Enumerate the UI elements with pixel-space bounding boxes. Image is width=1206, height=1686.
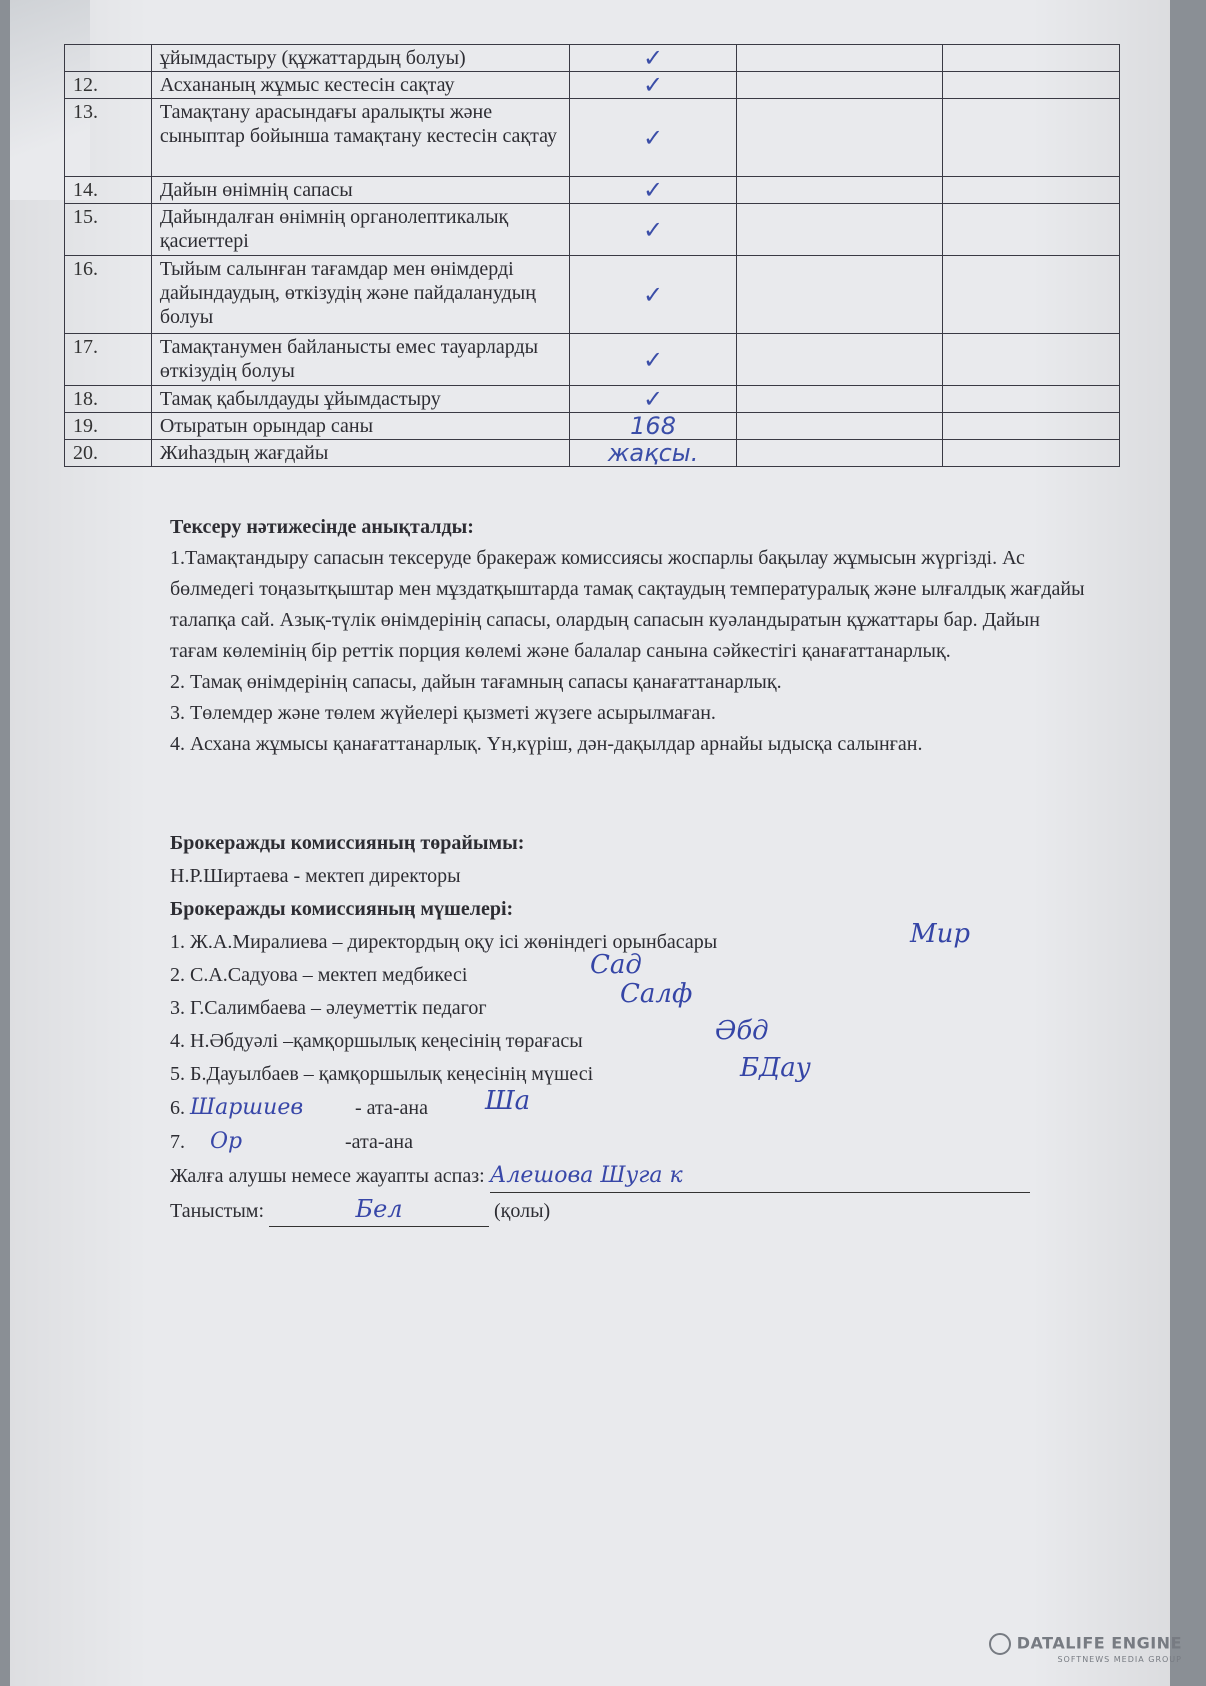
finding-item: 2. Тамақ өнімдерінің сапасы, дайын тағамның сапасы қанағаттанарлық.	[170, 671, 782, 693]
criterion-text: Отыратын орындар саны	[151, 413, 569, 440]
parent-line	[170, 1125, 1130, 1159]
check-mark: ✓	[570, 72, 737, 99]
cook-label: Жалға алушы немесе жауапты аспаз:	[170, 1165, 485, 1187]
check-mark: ✓	[570, 334, 737, 386]
cook-line	[170, 1159, 1130, 1193]
member-text: 2. С.А.Садуова – мектеп медбикесі	[170, 964, 468, 986]
row-number: 12.	[65, 72, 152, 99]
criterion-text: Тамақ қабылдауды ұйымдастыру	[151, 386, 569, 413]
datalife-logo-icon	[989, 1633, 1011, 1655]
commission-section	[170, 827, 1130, 1228]
acknowledgement-line	[170, 1193, 1130, 1228]
criterion-text: Асхананың жұмыс кестесін сақтау	[151, 72, 569, 99]
row-number: 14.	[65, 177, 152, 204]
parent-role: -ата-ана	[345, 1131, 413, 1153]
handwritten-parent-name: Шаршиев	[190, 1095, 304, 1120]
empty-cell	[736, 440, 942, 467]
finding-item: 1.Тамақтандыру сапасын тексеруде бракераж комиссиясы жоспарлы бақылау жұмысын жүргізді. Ас бөлмедегі тоңазытқыштар мен мұздатқыштарда тамақ сақтаудың температуралық және ылғалдық жағдайы талапқа сай. Азық-түлік өнімдерінің сапасы, олардың сапасын куәландыратын құжаттары бар. Дайын тағам көлемінің бір реттік порция көлемі және балалар санына сәйкестігі қанағаттанарлық.	[170, 547, 1085, 662]
table-row	[65, 386, 1120, 413]
member-text: 3. Г.Салимбаева – әлеуметтік педагог	[170, 997, 487, 1019]
check-mark: ✓	[570, 177, 737, 204]
empty-cell	[943, 177, 1120, 204]
table-row	[65, 204, 1120, 256]
member-text: 5. Б.Дауылбаев – қамқоршылық кеңесінің мүшесі	[170, 1063, 594, 1085]
finding-item: 4. Асхана жұмысы қанағаттанарлық. Үн,күріш, дән-дақылдар арнайы ыдысқа салынған.	[170, 733, 923, 755]
chair-name: Н.Р.Ширтаева - мектеп директоры	[170, 865, 461, 887]
handwritten-condition: жақсы.	[570, 440, 737, 467]
check-mark: ✓	[570, 204, 737, 256]
empty-cell	[736, 256, 942, 334]
signature-image: Ша	[485, 1086, 531, 1116]
table-row	[65, 177, 1120, 204]
empty-cell	[943, 334, 1120, 386]
table-row	[65, 72, 1120, 99]
check-mark: ✓	[570, 386, 737, 413]
findings-heading: Тексеру нәтижесінде анықталды:	[170, 516, 474, 538]
signature-image: Әбд	[715, 1016, 769, 1046]
member-line	[170, 919, 1130, 959]
member-line	[170, 1053, 1130, 1091]
empty-cell	[736, 45, 942, 72]
row-number: 19.	[65, 413, 152, 440]
inspection-checklist-table	[64, 44, 1120, 467]
table-row	[65, 440, 1120, 467]
table-row	[65, 45, 1120, 72]
row-number: 17.	[65, 334, 152, 386]
ack-label: Таныстым:	[170, 1200, 265, 1222]
parent-role: - ата-ана	[355, 1097, 428, 1119]
row-number: 18.	[65, 386, 152, 413]
empty-cell	[943, 386, 1120, 413]
row-number: 20.	[65, 440, 152, 467]
criterion-text: Дайын өнімнің сапасы	[151, 177, 569, 204]
ack-suffix: (қолы)	[494, 1200, 551, 1222]
table-row	[65, 334, 1120, 386]
empty-cell	[943, 72, 1120, 99]
criterion-text: Тамақтану арасындағы аралықты және сыныптар бойынша тамақтану кестесін сақтау	[151, 99, 569, 177]
criterion-text: ұйымдастыру (құжаттардың болуы)	[151, 45, 569, 72]
check-mark: ✓	[570, 99, 737, 177]
criterion-text: Жиһаздың жағдайы	[151, 440, 569, 467]
parent-number: 7.	[170, 1131, 185, 1153]
member-text: 4. Н.Әбдуәлі –қамқоршылық кеңесінің төрағасы	[170, 1030, 583, 1052]
member-text: 1. Ж.А.Миралиева – директордың оқу ісі жөніндегі орынбасары	[170, 931, 718, 953]
empty-cell	[736, 99, 942, 177]
handwritten-seat-count: 168	[570, 413, 737, 440]
row-number	[65, 45, 152, 72]
table-row	[65, 256, 1120, 334]
row-number: 13.	[65, 99, 152, 177]
table-row	[65, 413, 1120, 440]
parent-number: 6.	[170, 1097, 185, 1119]
signature-image: Салф	[620, 979, 693, 1009]
empty-cell	[943, 45, 1120, 72]
empty-cell	[943, 256, 1120, 334]
row-number: 16.	[65, 256, 152, 334]
empty-cell	[736, 72, 942, 99]
member-line	[170, 979, 1130, 1025]
empty-cell	[736, 413, 942, 440]
empty-cell	[736, 204, 942, 256]
table-row	[65, 99, 1120, 177]
criterion-text: Тыйым салынған тағамдар мен өнімдерді дайындаудың, өткізудің және пайдаланудың болуы	[151, 256, 569, 334]
signature-image: Мир	[910, 919, 971, 949]
handwritten-cook-name: Алешова Шуга к	[490, 1159, 1030, 1193]
empty-cell	[943, 440, 1120, 467]
empty-cell	[943, 413, 1120, 440]
signature-image: Ор	[210, 1129, 243, 1154]
empty-cell	[736, 177, 942, 204]
member-line	[170, 1016, 1130, 1058]
empty-cell	[943, 99, 1120, 177]
check-mark: ✓	[570, 256, 737, 334]
watermark-name: DATALIFE ENGINE	[1016, 1633, 1182, 1653]
members-heading: Брокеражды комиссияның мүшелері:	[170, 898, 514, 920]
check-mark: ✓	[570, 45, 737, 72]
findings-section	[170, 512, 1090, 760]
signature-image: Сад	[590, 950, 642, 980]
signature-image: БДау	[740, 1053, 811, 1083]
site-watermark	[989, 1633, 1182, 1664]
parent-line	[170, 1086, 1130, 1125]
row-number: 15.	[65, 204, 152, 256]
watermark-sub: SOFTNEWS MEDIA GROUP	[1057, 1655, 1182, 1664]
criterion-text: Дайындалған өнімнің органолептикалық қасиеттері	[151, 204, 569, 256]
empty-cell	[943, 204, 1120, 256]
empty-cell	[736, 386, 942, 413]
empty-cell	[736, 334, 942, 386]
signature-image: Бел	[269, 1193, 489, 1227]
chair-heading: Брокеражды комиссияның төрайымы:	[170, 832, 525, 854]
finding-item: 3. Төлемдер және төлем жүйелері қызметі жүзеге асырылмаған.	[170, 702, 716, 724]
criterion-text: Тамақтанумен байланысты емес тауарларды өткізудің болуы	[151, 334, 569, 386]
